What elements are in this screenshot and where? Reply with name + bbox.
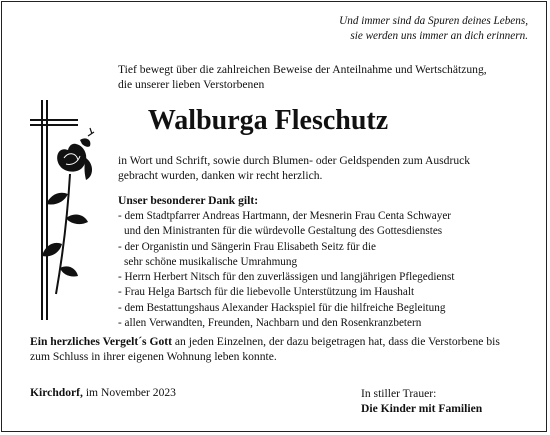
special-thanks-line: und den Ministranten für die würdevolle Gestaltung des Gottesdienstes bbox=[124, 225, 443, 238]
thanks-line-1: in Wort und Schrift, sowie durch Blumen- oder Geldspenden zum Ausdruck bbox=[118, 154, 471, 167]
rose-icon bbox=[42, 128, 94, 294]
place-date-text: im November 2023 bbox=[82, 386, 176, 399]
closing-text bbox=[30, 334, 530, 365]
closing-line-1 bbox=[30, 334, 530, 349]
special-thanks-heading: Unser besonderer Dank gilt: bbox=[118, 194, 259, 207]
special-thanks-line: - dem Bestattungshaus Alexander Hackspiel für die hilfreiche Begleitung bbox=[118, 301, 446, 314]
motto-line-1: Und immer sind da Spuren deines Lebens, bbox=[339, 15, 528, 27]
mourning-line-1: In stiller Trauer: bbox=[361, 387, 437, 400]
special-thanks-line: sehr schöne musikalische Umrahmung bbox=[124, 255, 298, 268]
special-thanks-line: - Frau Helga Bartsch für die liebevolle Unterstützung im Haushalt bbox=[118, 286, 415, 299]
cross-with-rose-icon bbox=[28, 98, 108, 324]
place-date bbox=[30, 386, 176, 399]
mourning-line-2: Die Kinder mit Familien bbox=[361, 402, 483, 416]
intro-line-1: Tief bewegt über die zahlreichen Beweise der Anteilnahme und Wertschätzung, bbox=[118, 63, 487, 76]
special-thanks-line: - dem Stadtpfarrer Andreas Hartmann, der Mesnerin Frau Centa Schwayer bbox=[118, 210, 452, 222]
motto-line-2: sie werden uns immer an dich erinnern. bbox=[350, 30, 528, 42]
closing-line-2: zum Schluss in ihrer eigenen Wohnung leben konnte. bbox=[30, 350, 277, 364]
special-thanks-line: - allen Verwandten, Freunden, Nachbarn und den Rosenkranzbetern bbox=[118, 317, 422, 330]
motto-verse bbox=[339, 14, 528, 44]
special-thanks-line: - Herrn Herbert Nitsch für den zuverlässigen und langjährigen Pflegedienst bbox=[118, 271, 455, 284]
closing-rest: an jeden Einzelnen, der dazu beigetragen hat, dass die Verstorbene bis bbox=[172, 335, 500, 348]
thanks-line-2: gebracht wurden, danken wir recht herzlich. bbox=[118, 169, 323, 183]
special-thanks-line: - der Organistin und Sängerin Frau Elisabeth Seitz für die bbox=[118, 240, 376, 253]
intro-text bbox=[118, 62, 528, 93]
thanks-text bbox=[118, 153, 528, 184]
special-thanks-list bbox=[118, 209, 528, 331]
mourning-signature bbox=[361, 386, 482, 417]
intro-line-2: die unserer lieben Verstorbenen bbox=[118, 78, 265, 92]
cross-icon bbox=[30, 100, 78, 320]
closing-bold: Ein herzliches Vergelt´s Gott bbox=[30, 335, 173, 348]
place-town: Kirchdorf, bbox=[30, 386, 83, 399]
deceased-name: Walburga Fleschutz bbox=[147, 105, 389, 136]
